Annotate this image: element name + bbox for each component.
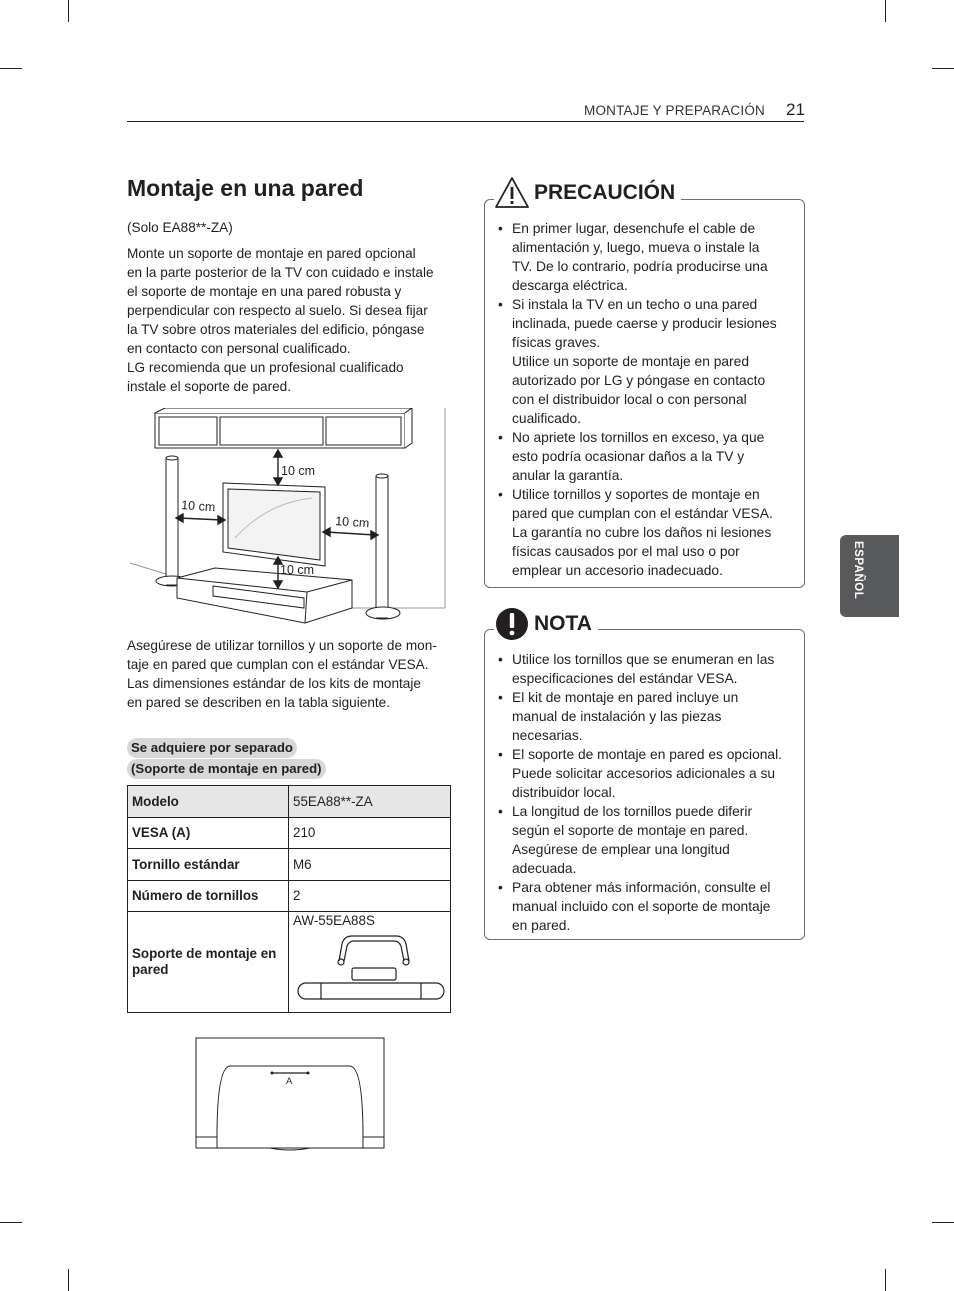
- text-line: TV. De lo contrario, podría producirse una: [512, 259, 768, 274]
- table-row: [128, 912, 451, 1013]
- crop-mark: [68, 1269, 69, 1291]
- text-line: taje en pared que cumplan con el estándar VESA.: [127, 657, 429, 672]
- text-line: Las dimensiones estándar de los kits de montaje: [127, 676, 421, 691]
- table-row: [128, 849, 451, 881]
- text-line: Puede solicitar accesorios adicionales a su: [512, 766, 776, 781]
- text-line: En primer lugar, desenchufe el cable de: [512, 221, 756, 236]
- text-line: físicas causados por el mal uso o por: [512, 544, 740, 559]
- running-header: MONTAJE Y PREPARACIÓN: [584, 103, 765, 118]
- clearance-top-label: 10 cm: [281, 464, 316, 478]
- page-title: Montaje en una pared: [127, 175, 364, 201]
- wall-bracket-illustration: [294, 928, 446, 1008]
- list-item: • Para obtener más información, consulte el manual incluido con el soporte de montaje en pared.: [498, 878, 800, 935]
- table-cell-value: 2: [289, 880, 451, 912]
- text-line: según el soporte de montaje en pared.: [512, 823, 749, 838]
- text-line: Utilice tornillos y soportes de montaje en: [512, 487, 760, 502]
- exclamation-circle-icon: [494, 607, 530, 641]
- text-line: Utilice un soporte de montaje en pared: [512, 354, 749, 369]
- text-line: Si instala la TV en un techo o una pared: [512, 297, 758, 312]
- crop-mark: [0, 1222, 22, 1223]
- list-item: • Utilice los tornillos que se enumeran en las especificaciones del estándar VESA.: [498, 650, 800, 688]
- text-line: Asegúrese de emplear una longitud: [512, 842, 730, 857]
- text-line: anular la garantía.: [512, 468, 624, 483]
- clearance-bottom-label: 10 cm: [280, 563, 315, 577]
- text-line: Asegúrese de utilizar tornillos y un soporte de mon-: [127, 638, 437, 653]
- vesa-paragraph: [127, 636, 457, 712]
- vesa-dimension-label: A: [286, 1076, 293, 1087]
- tv-back-diagram: [195, 1037, 385, 1152]
- crop-mark: [885, 0, 886, 22]
- text-line: manual incluido con el soporte de montaje: [512, 899, 771, 914]
- header-rule: [127, 121, 804, 122]
- table-row: [128, 817, 451, 849]
- text-line: necesarias.: [512, 728, 583, 743]
- list-item: • En primer lugar, desenchufe el cable de alimentación y, luego, mueva o instale la TV. De lo contrario, podría producirse una descarga eléctrica.: [498, 219, 800, 295]
- table-cell-label: Soporte de montaje en pared: [128, 912, 289, 1013]
- warning-triangle-icon: [494, 176, 530, 210]
- table-row: [128, 880, 451, 912]
- list-item: • El kit de montaje en pared incluye un manual de instalación y las piezas necesarias.: [498, 688, 800, 745]
- text-line: en la parte posterior de la TV con cuidado e instale: [127, 265, 434, 280]
- text-line: Utilice los tornillos que se enumeran en las: [512, 652, 775, 667]
- text-line: La longitud de los tornillos puede diferir: [512, 804, 753, 819]
- text-line: en pared.: [512, 918, 571, 933]
- list-item: • Utilice tornillos y soportes de montaje en pared que cumplan con el estándar VESA. La garantía no cubre los daños ni lesiones físicas causados por el mal uso o por emplear un accesorio inadecuado.: [498, 485, 800, 580]
- text-line: cualificado.: [512, 411, 582, 426]
- bracket-model: AW-55EA88S: [293, 913, 375, 928]
- text-line: El soporte de montaje en pared es opcional.: [512, 747, 782, 762]
- text-line: físicas graves.: [512, 335, 601, 350]
- text-line: No apriete los tornillos en exceso, ya que: [512, 430, 765, 445]
- table-cell-label: Número de tornillos: [128, 880, 289, 912]
- text-line: La garantía no cubre los daños ni lesiones: [512, 525, 772, 540]
- text-line: perpendicular con respecto al suelo. Si desea fijar: [127, 303, 428, 318]
- model-note: (Solo EA88**-ZA): [127, 220, 233, 235]
- language-tab: [840, 535, 899, 617]
- text-line: con el distribuidor local o con personal: [512, 392, 747, 407]
- text-line: Para obtener más información, consulte el: [512, 880, 771, 895]
- table-cell-label: Tornillo estándar: [128, 849, 289, 881]
- text-line: esto podría ocasionar daños a la TV y: [512, 449, 745, 464]
- text-line: alimentación y, luego, mueva o instale la: [512, 240, 760, 255]
- caution-box: [484, 199, 805, 588]
- table-cell-label: Modelo: [128, 786, 289, 818]
- clearance-right-label: 10 cm: [334, 514, 370, 531]
- clearance-left-label: 10 cm: [180, 498, 216, 515]
- table-cell-value: 210: [289, 817, 451, 849]
- table-row: [128, 786, 451, 818]
- text-line: adecuada.: [512, 861, 577, 876]
- list-item: • El soporte de montaje en pared es opcional. Puede solicitar accesorios adicionales a su distribuidor local.: [498, 745, 800, 802]
- purchase-tag-line2: (Soporte de montaje en pared): [127, 759, 326, 779]
- text-line: en pared se describen en la tabla siguiente.: [127, 695, 390, 710]
- text-line: LG recomienda que un profesional cualificado: [127, 360, 404, 375]
- text-line: el soporte de montaje en una pared robusta y: [127, 284, 402, 299]
- text-line: instale el soporte de pared.: [127, 379, 291, 394]
- text-line: especificaciones del estándar VESA.: [512, 671, 738, 686]
- text-line: pared que cumplan con el estándar VESA.: [512, 506, 773, 521]
- text-line: descarga eléctrica.: [512, 278, 628, 293]
- text-line: distribuidor local.: [512, 785, 616, 800]
- note-heading: [494, 606, 598, 642]
- crop-mark: [932, 1222, 954, 1223]
- note-title: NOTA: [534, 612, 592, 635]
- crop-mark: [885, 1269, 886, 1291]
- caution-title: PRECAUCIÓN: [534, 181, 676, 204]
- text-line: autorizado por LG y póngase en contacto: [512, 373, 766, 388]
- bracket-cell: [289, 912, 451, 1013]
- table-cell-label: VESA (A): [128, 817, 289, 849]
- spec-table: [127, 785, 451, 1013]
- crop-mark: [68, 0, 69, 22]
- text-line: inclinada, puede caerse y producir lesiones: [512, 316, 777, 331]
- crop-mark: [932, 68, 954, 69]
- text-line: en contacto con personal cualificado.: [127, 341, 351, 356]
- note-box: [484, 629, 805, 940]
- caution-heading: [494, 175, 681, 211]
- intro-paragraph: [127, 244, 457, 396]
- installation-diagram: [127, 408, 450, 628]
- text-line: la TV sobre otros materiales del edificio, póngase: [127, 322, 425, 337]
- text-line: manual de instalación y las piezas: [512, 709, 722, 724]
- list-item: • La longitud de los tornillos puede diferir según el soporte de montaje en pared. Asegúrese de emplear una longitud adecuada.: [498, 802, 800, 878]
- text-line: Monte un soporte de montaje en pared opcional: [127, 246, 416, 261]
- page-number: 21: [786, 100, 805, 119]
- crop-mark: [0, 68, 22, 69]
- table-cell-value: M6: [289, 849, 451, 881]
- text-line: El kit de montaje en pared incluye un: [512, 690, 739, 705]
- language-tab-label: ESPAÑOL: [852, 541, 864, 600]
- table-cell-value: 55EA88**-ZA: [289, 786, 451, 818]
- list-item: • No apriete los tornillos en exceso, ya que esto podría ocasionar daños a la TV y anular la garantía.: [498, 428, 800, 485]
- purchase-tag-line1: Se adquiere por separado: [127, 738, 297, 758]
- list-item: • Si instala la TV en un techo o una pared inclinada, puede caerse y producir lesiones físicas graves. Utilice un soporte de montaje en pared autorizado por LG y póngase en contacto con el distribuidor local o con personal cualificado.: [498, 295, 800, 428]
- text-line: emplear un accesorio inadecuado.: [512, 563, 723, 578]
